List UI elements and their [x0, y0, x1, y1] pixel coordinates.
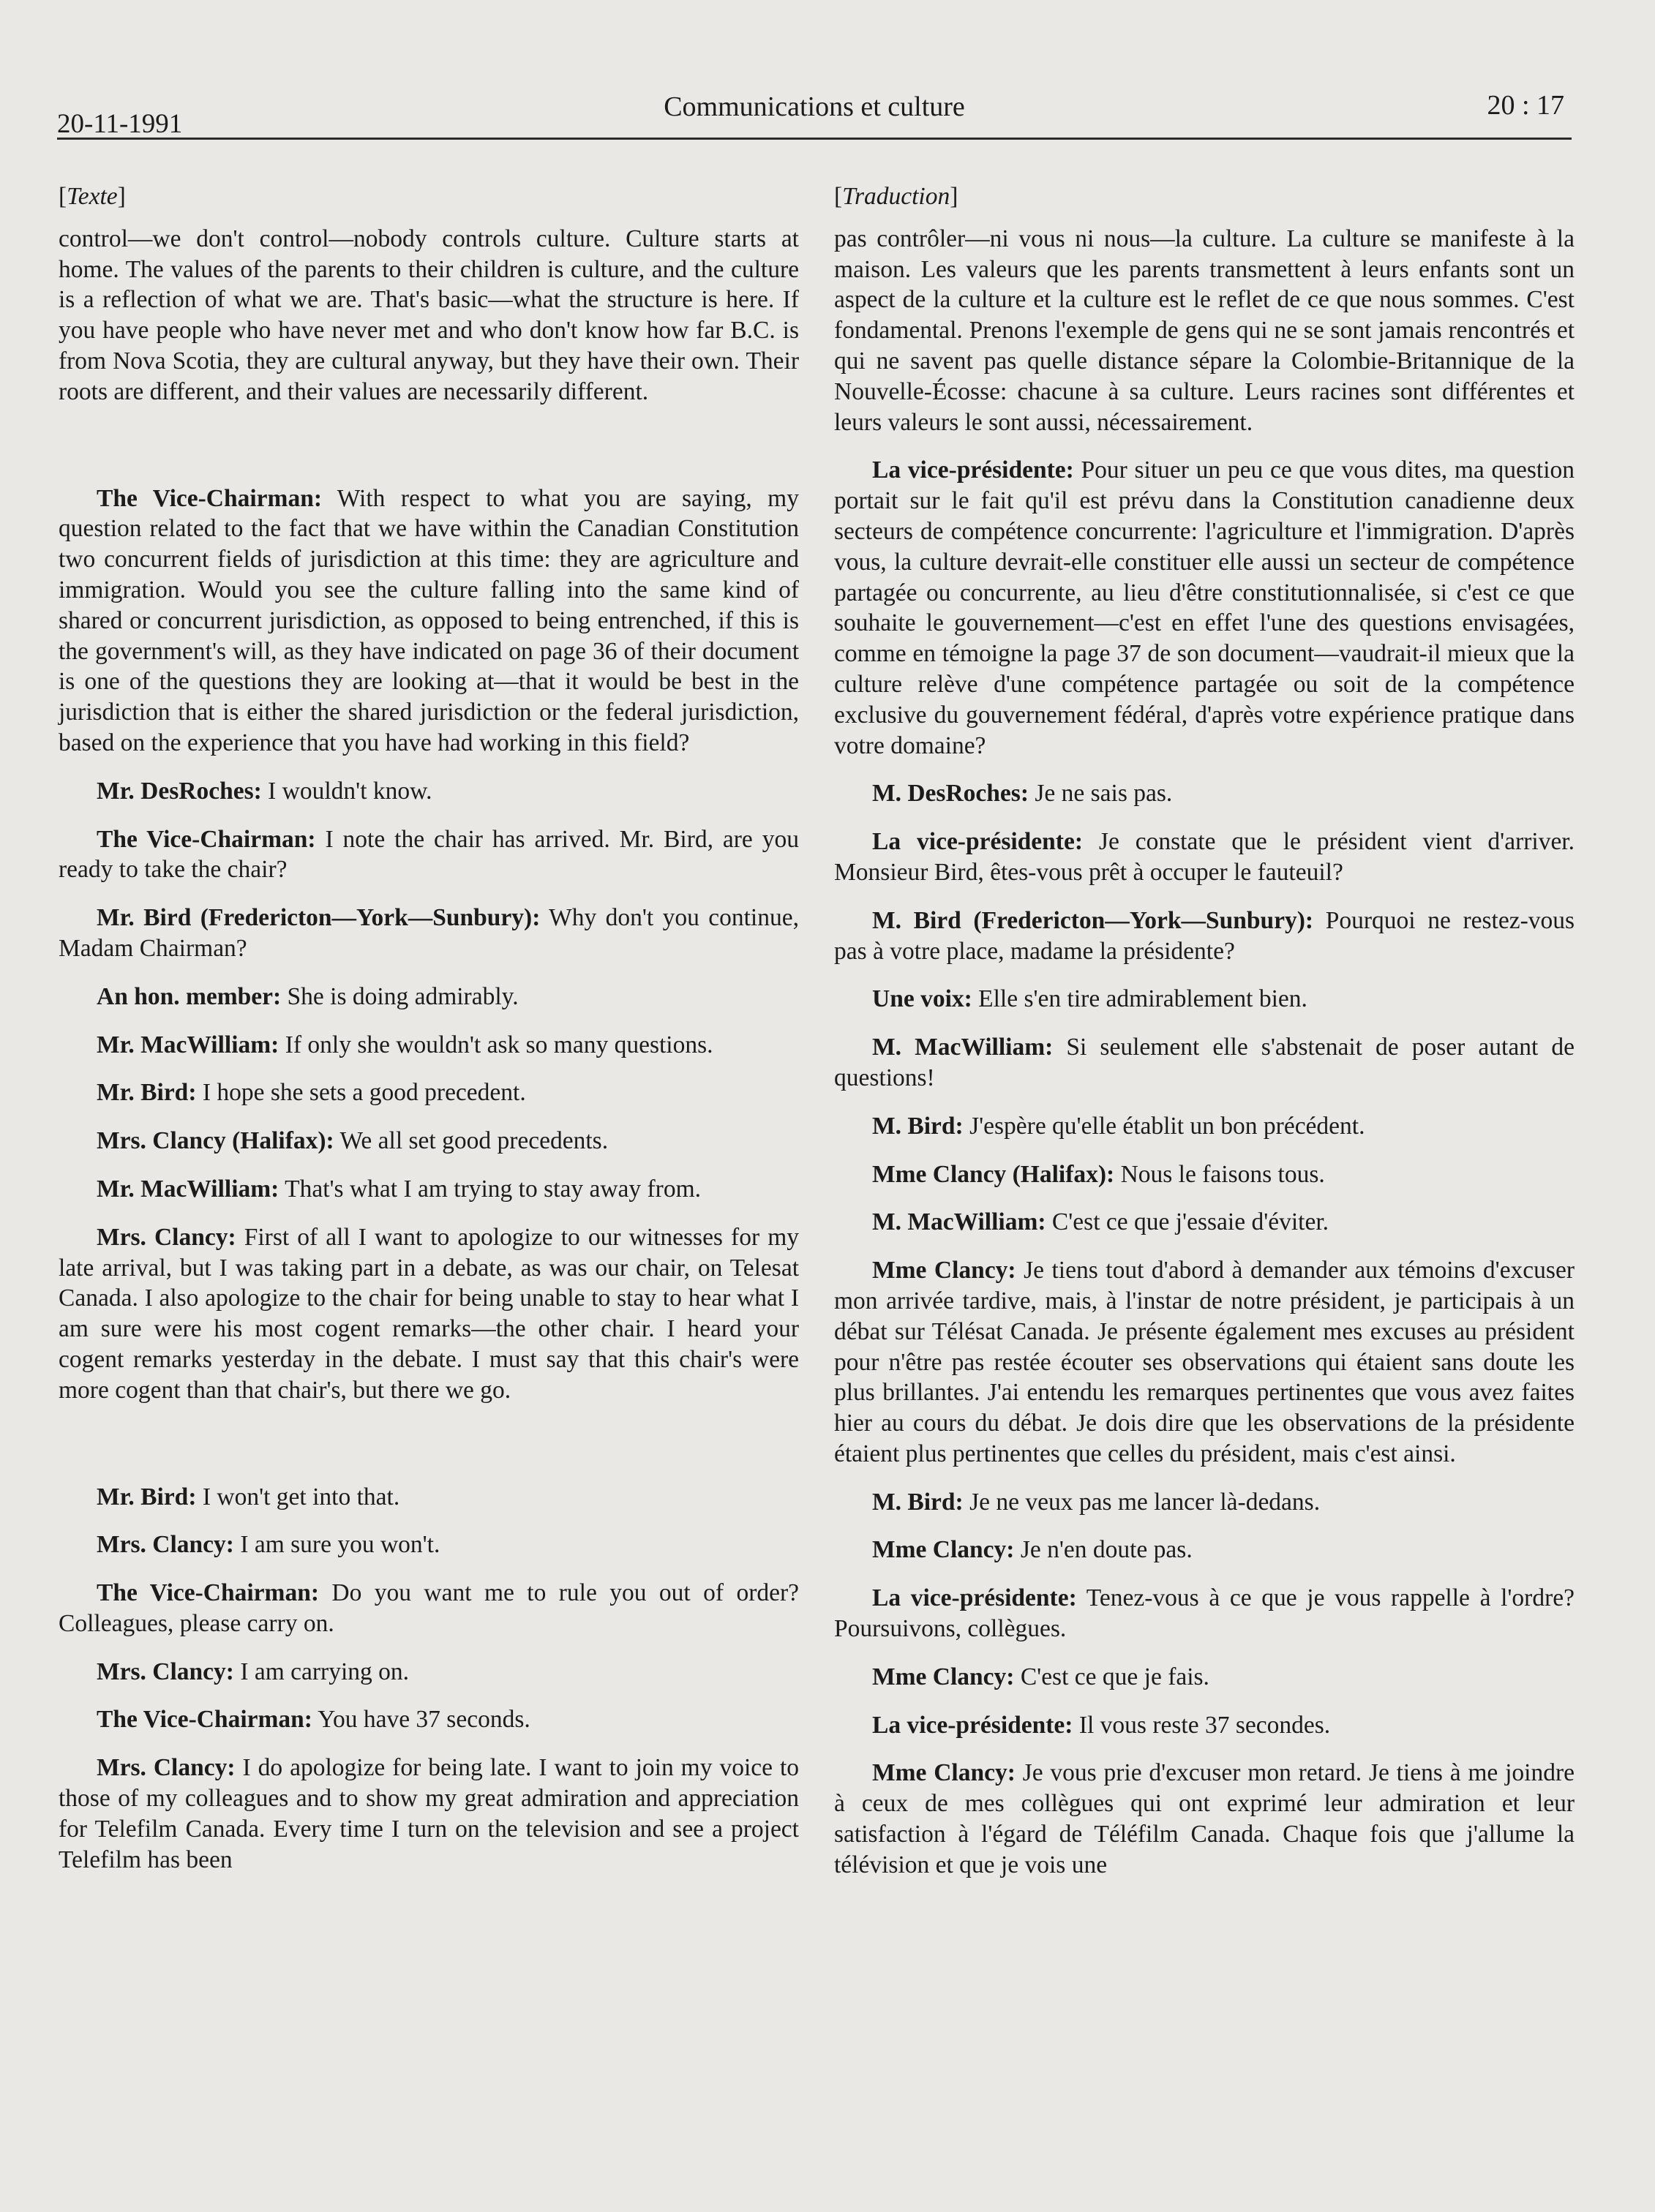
speech-paragraph	[59, 1578, 799, 1639]
speech-paragraph	[834, 1159, 1575, 1190]
speech-paragraph	[834, 906, 1575, 967]
speech-paragraph	[59, 1030, 799, 1061]
speaker-name: La vice-présidente:	[872, 456, 1074, 484]
header-title: Communications et culture	[664, 91, 965, 122]
speech-text: I note the chair has arrived. Mr. Bird, are you ready to take the chair?	[59, 825, 799, 884]
speech-text: I do apologize for being late. I want to join my voice to those of my colleagues and to show my great admiration and appreciation for Telefilm Canada. Every time I turn on the television and see a project Telefilm has been	[59, 1754, 800, 1873]
speech-text: Pour situer un peu ce que vous dites, ma question portait sur le fait qu'il est prévu dans la Constitution canadienne deux secteurs de compétence concurrente: l'agriculture et l'immigration. D'après vous, la culture devrait-elle constituer elle aussi un secteur de compétence partagée ou concurrente, au lieu d'être constitutionnalisée, si c'est ce que souhaite le gouvernement—c'est en effet l'une des questions envisagées, comme en témoigne la page 37 de son document—vaudrait-il mieux que la culture relève d'une compétence partagée ou soit de la compétence exclusive du gouvernement fédéral, d'après votre expérience pratique dans votre domaine?	[834, 456, 1575, 759]
speaker-name: Mrs. Clancy:	[97, 1754, 236, 1782]
speech-paragraph	[834, 1583, 1575, 1644]
speech-text: Si seulement elle s'abstenait de poser autant de questions!	[834, 1034, 1575, 1091]
column-label-english: [Texte]	[59, 183, 126, 210]
speaker-name: Mr. MacWilliam:	[97, 1175, 279, 1203]
speech-paragraph	[834, 984, 1575, 1015]
speaker-name: M. DesRoches:	[872, 780, 1029, 808]
speech-text: Elle s'en tire admirablement bien.	[978, 985, 1307, 1013]
speaker-name: The Vice-Chairman:	[97, 1579, 319, 1607]
speech-text: Do you want me to rule you out of order? Colleagues, please carry on.	[59, 1579, 800, 1637]
speaker-name: Mme Clancy:	[872, 1536, 1015, 1564]
speech-paragraph	[59, 1657, 799, 1688]
speech-paragraph	[59, 824, 799, 886]
speaker-name: M. Bird:	[872, 1112, 964, 1140]
speech-text: She is doing admirably.	[287, 982, 519, 1010]
speech-text: Nous le faisons tous.	[1120, 1160, 1325, 1188]
speech-text: I am carrying on.	[240, 1658, 410, 1685]
speech-text: Je n'en doute pas.	[1020, 1536, 1193, 1564]
speaker-name: Mme Clancy:	[872, 1759, 1016, 1787]
speaker-name: Mr. MacWilliam:	[97, 1031, 279, 1058]
header-date: 20-11-1991	[57, 109, 183, 139]
speech-paragraph	[834, 1111, 1575, 1142]
speaker-name: La vice-présidente:	[872, 1711, 1073, 1739]
speech-text: Je tiens tout d'abord à demander aux témoins d'excuser mon arrivée tardive, mais, à l'instar de notre président, je participais à un débat sur Télésat Canada. Je présente également mes excuses au président pour n'être pas restée écouter ses observations qui étaient sans doute les plus brillantes. J'ai entendu les remarques pertinentes que vous avez faites hier au cours du débat. Je dois dire que les observations de la présidente étaient plus pertinentes que celles du président, mais c'est ainsi.	[834, 1257, 1575, 1467]
speech-paragraph	[59, 1530, 799, 1560]
speaker-name: Mrs. Clancy (Halifax):	[97, 1127, 334, 1155]
speaker-name: Mr. Bird (Fredericton—York—Sunbury):	[97, 904, 541, 932]
speaker-name: Mrs. Clancy:	[97, 1658, 234, 1685]
speaker-name: Mrs. Clancy:	[97, 1223, 236, 1251]
speech-paragraph	[59, 1126, 799, 1156]
speaker-name: M. Bird:	[872, 1488, 964, 1516]
speech-paragraph	[59, 1174, 799, 1205]
speech-text: I hope she sets a good precedent.	[202, 1079, 526, 1107]
speech-text: C'est ce que je fais.	[1020, 1663, 1209, 1690]
speaker-name: Mme Clancy:	[872, 1663, 1015, 1690]
speaker-name: M. MacWilliam:	[872, 1034, 1054, 1061]
continuation-paragraph	[834, 224, 1575, 438]
speech-text: Il vous reste 37 secondes.	[1078, 1711, 1331, 1739]
column-label-french: [Traduction]	[834, 183, 958, 210]
speaker-name: Une voix:	[872, 985, 972, 1013]
speech-text: Je ne sais pas.	[1035, 780, 1173, 808]
speech-text: control—we don't control—nobody controls culture. Culture starts at home. The values of the parents to their children is culture, and the culture is a reflection of what we are. That's basic—what the structure is here. If you have people who have never met and who don't know how far B.C. is from Nova Scotia, they are cultural anyway, but they have their own. Their roots are different, and their values are necessarily different.	[59, 225, 799, 405]
speech-text: That's what I am trying to stay away from.	[285, 1175, 702, 1203]
speech-text: J'espère qu'elle établit un bon précédent.	[969, 1112, 1365, 1140]
speech-paragraph	[834, 1032, 1575, 1094]
speaker-name: Mme Clancy (Halifax):	[872, 1160, 1115, 1188]
page-header	[57, 86, 1572, 140]
speech-text: Pourquoi ne restez-vous pas à votre place, madame la présidente?	[834, 906, 1575, 965]
speech-paragraph	[834, 827, 1575, 888]
speech-paragraph	[834, 1487, 1575, 1518]
speech-paragraph	[834, 1207, 1575, 1238]
speech-paragraph	[59, 1704, 799, 1735]
speech-text: If only she wouldn't ask so many questions.	[285, 1031, 713, 1058]
speech-text: With respect to what you are saying, my question related to the fact that we have within the Canadian Constitution two concurrent fields of jurisdiction at this time: they are agriculture and immigration. Would you see the culture falling into the same kind of shared or concurrent jurisdiction, as opposed to being entrenched, if this is the government's will, as they have indicated on page 36 of their document is one of the questions they are looking at—that it would be best in the jurisdiction that is either the shared jurisdiction or the federal jurisdiction, based on the experience that you have had working in this field?	[59, 484, 799, 756]
speaker-name: La vice-présidente:	[872, 1584, 1077, 1612]
speech-paragraph	[834, 1710, 1575, 1741]
speech-text: You have 37 seconds.	[318, 1706, 530, 1734]
speech-text: Je constate que le président vient d'arriver. Monsieur Bird, êtes-vous prêt à occuper le fauteuil?	[834, 828, 1575, 886]
speech-paragraph	[59, 903, 799, 964]
speech-text: Je vous prie d'excuser mon retard. Je tiens à me joindre à ceux de mes collègues qui ont exprimé leur admiration et leur satisfaction à l'égard de Téléfilm Canada. Chaque fois que j'allume la télévision et que je vois une	[834, 1759, 1575, 1878]
speaker-name: Mr. DesRoches:	[97, 777, 262, 805]
french-column	[834, 181, 1575, 1881]
speech-paragraph	[59, 484, 799, 759]
header-page-number: 20 : 17	[1487, 90, 1564, 121]
speaker-name: The Vice-Chairman:	[97, 1706, 312, 1734]
speech-paragraph	[834, 1662, 1575, 1693]
speech-paragraph	[834, 778, 1575, 809]
speech-text: Why don't you continue, Madam Chairman?	[59, 904, 799, 962]
speaker-name: An hon. member:	[97, 982, 282, 1010]
speech-paragraph	[59, 1222, 799, 1406]
speaker-name: Mrs. Clancy:	[97, 1531, 234, 1559]
speech-paragraph	[834, 455, 1575, 761]
speech-paragraph	[59, 1482, 799, 1513]
speaker-name: Mme Clancy:	[872, 1257, 1016, 1284]
speech-text: Tenez-vous à ce que je vous rappelle à l'ordre? Poursuivons, collègues.	[834, 1584, 1575, 1643]
speaker-name: La vice-présidente:	[872, 828, 1083, 856]
speaker-name: Mr. Bird:	[97, 1483, 197, 1511]
speech-paragraph	[59, 1077, 799, 1108]
speaker-name: M. Bird (Fredericton—York—Sunbury):	[872, 906, 1314, 934]
speech-paragraph	[834, 1758, 1575, 1880]
speech-text: First of all I want to apologize to our witnesses for my late arrival, but I was taking part in a debate, as was our chair, on Telesat Canada. I also apologize to the chair for being unable to stay to hear what I am sure were his most cogent remarks—the other chair. I heard your cogent remarks yesterday in the debate. I must say that this chair's were more cogent than that chair's, but there we go.	[59, 1223, 800, 1404]
speech-paragraph	[59, 1753, 799, 1875]
speaker-name: The Vice-Chairman:	[97, 825, 316, 853]
speech-text: Je ne veux pas me lancer là-dedans.	[969, 1488, 1321, 1516]
speech-paragraph	[59, 982, 799, 1012]
speech-paragraph	[59, 776, 799, 807]
speech-paragraph	[834, 1535, 1575, 1565]
speech-text: I wouldn't know.	[268, 777, 432, 805]
speaker-name: M. MacWilliam:	[872, 1208, 1046, 1236]
speech-text: I am sure you won't.	[240, 1531, 440, 1559]
speech-text: pas contrôler—ni vous ni nous—la culture. La culture se manifeste à la maison. Les valeurs que les parents transmettent à leurs enfants sont un aspect de la culture et la culture est le reflet de ce que nous sommes. C'est fondamental. Prenons l'exemple de gens qui ne se sont jamais rencontrés et qui ne savent pas quelle distance sépare la Colombie-Britannique de la Nouvelle-Écosse: chacune à sa culture. Leurs racines sont différentes et leurs valeurs le sont aussi, nécessairement.	[834, 225, 1575, 436]
speech-text: C'est ce que j'essaie d'éviter.	[1051, 1208, 1329, 1236]
speaker-name: Mr. Bird:	[97, 1079, 197, 1107]
speech-text: I won't get into that.	[202, 1483, 400, 1511]
speech-text: We all set good precedents.	[339, 1127, 609, 1155]
continuation-paragraph	[59, 224, 799, 407]
speaker-name: The Vice-Chairman:	[97, 484, 322, 512]
speech-paragraph	[834, 1255, 1575, 1470]
english-column	[59, 181, 799, 1875]
